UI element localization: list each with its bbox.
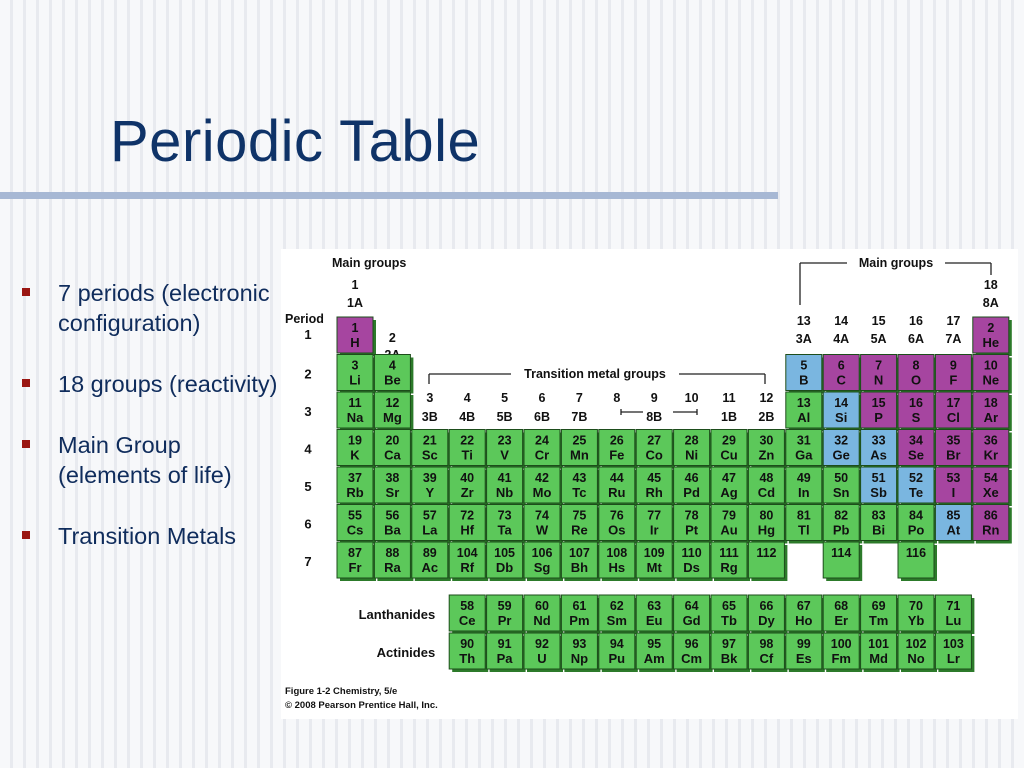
element-na-symbol: Na xyxy=(346,410,364,425)
element-v-symbol: V xyxy=(500,447,509,463)
element-f-number: 9 xyxy=(949,358,957,373)
element-zn-symbol: Zn xyxy=(758,447,775,463)
actinide-fm-symbol: Fm xyxy=(831,651,851,666)
element-db-number: 105 xyxy=(494,546,516,560)
bullet-text: 18 groups (reactivity) xyxy=(58,371,278,397)
element-n-symbol: N xyxy=(873,372,884,388)
element-na-number: 11 xyxy=(348,396,362,410)
element-ni-symbol: Ni xyxy=(685,447,699,463)
group-number: 15 xyxy=(871,314,886,328)
element-ra-symbol: Ra xyxy=(384,560,401,575)
group-number: 2 xyxy=(388,331,396,345)
element-ti-symbol: Ti xyxy=(461,447,473,463)
group-number: 7 xyxy=(575,391,583,405)
element-ca-symbol: Ca xyxy=(384,447,401,463)
group-alt-label: 7A xyxy=(945,332,962,346)
element-si-symbol: Si xyxy=(835,410,848,425)
group-number: 8 xyxy=(613,391,621,405)
element-au-symbol: Au xyxy=(720,522,738,538)
element-po-symbol: Po xyxy=(907,522,925,538)
lanthanide-er-symbol: Er xyxy=(834,613,849,628)
element-in-symbol: In xyxy=(798,485,810,500)
element-s-number: 16 xyxy=(909,396,923,410)
group-alt-label: 6A xyxy=(908,332,924,346)
period-number: 7 xyxy=(304,554,312,569)
element-rn-symbol: Rn xyxy=(982,522,1000,538)
actinide-md-number: 101 xyxy=(868,637,890,651)
actinide-th-symbol: Th xyxy=(459,651,476,666)
lanthanide-dy-symbol: Dy xyxy=(758,613,775,628)
element-hs-number: 108 xyxy=(606,546,628,560)
actinide-no-number: 102 xyxy=(905,637,927,651)
lanthanide-gd-symbol: Gd xyxy=(682,613,701,628)
group-alt-label: 4B xyxy=(459,410,476,424)
element-fr-symbol: Fr xyxy=(348,560,362,575)
actinide-np-symbol: Np xyxy=(570,651,589,666)
actinide-am-symbol: Am xyxy=(643,651,665,666)
element-ne-symbol: Ne xyxy=(982,372,1000,388)
element-o-symbol: O xyxy=(910,372,922,388)
element-sb-number: 51 xyxy=(871,471,886,485)
actinide-bk-symbol: Bk xyxy=(720,651,738,666)
element-mn-symbol: Mn xyxy=(570,447,589,463)
element-cr-symbol: Cr xyxy=(534,447,550,463)
element-114-number: 114 xyxy=(831,546,852,560)
group-alt-label: 7B xyxy=(571,410,588,424)
element-re-number: 75 xyxy=(572,508,587,523)
main-groups-right-label: Main groups xyxy=(858,256,934,270)
element-db-symbol: Db xyxy=(495,560,514,575)
figure-caption: Figure 1-2 Chemistry, 5/e xyxy=(285,686,398,697)
element-pd-symbol: Pd xyxy=(683,485,700,500)
actinide-am-number: 95 xyxy=(647,637,662,651)
element-cr-number: 24 xyxy=(535,433,549,448)
periodic-table-figure xyxy=(281,249,1018,719)
group-number: 13 xyxy=(796,314,811,328)
element-hf-symbol: Hf xyxy=(460,522,475,538)
lanthanide-pm-number: 61 xyxy=(572,599,587,613)
element-k-symbol: K xyxy=(350,447,360,463)
element-ne-number: 10 xyxy=(983,358,998,373)
element-po-number: 84 xyxy=(909,508,923,523)
element-p-symbol: P xyxy=(874,410,883,425)
element-cl-number: 17 xyxy=(946,396,961,410)
element-ru-symbol: Ru xyxy=(608,485,626,500)
element-be-number: 4 xyxy=(388,358,396,373)
lanthanide-eu-number: 63 xyxy=(647,599,662,613)
group-number: 3 xyxy=(426,391,434,405)
group-number: 5 xyxy=(501,391,509,405)
element-rb-number: 37 xyxy=(348,471,362,485)
period-number: 2 xyxy=(304,366,312,382)
element-mt-symbol: Mt xyxy=(646,560,662,575)
actinide-th-number: 90 xyxy=(460,637,475,651)
element-fe-symbol: Fe xyxy=(609,447,625,463)
lanthanide-lu-symbol: Lu xyxy=(945,613,962,628)
element-rf-symbol: Rf xyxy=(460,560,475,575)
element-pb-number: 82 xyxy=(834,508,849,523)
element-116-number: 116 xyxy=(905,546,927,560)
element-ac-number: 89 xyxy=(422,546,437,560)
element-os-symbol: Os xyxy=(608,522,626,538)
element-pd-number: 46 xyxy=(684,471,699,485)
element-mn-number: 25 xyxy=(572,433,587,448)
element-sc-number: 21 xyxy=(422,433,437,448)
lanthanide-pr-symbol: Pr xyxy=(497,613,512,628)
figure-copyright: © 2008 Pearson Prentice Hall, Inc. xyxy=(285,700,438,711)
bullet-list xyxy=(18,278,280,582)
element-b-symbol: B xyxy=(799,372,809,388)
group-number: 14 xyxy=(834,314,849,328)
element-i-symbol: I xyxy=(951,485,956,500)
element-bh-symbol: Bh xyxy=(570,560,589,575)
period-number: 3 xyxy=(304,404,312,419)
actinide-cm-symbol: Cm xyxy=(681,651,703,666)
element-ta-number: 73 xyxy=(497,508,512,523)
element-p-number: 15 xyxy=(871,396,886,410)
lanthanide-ho-symbol: Ho xyxy=(795,613,813,628)
element-zr-symbol: Zr xyxy=(460,485,474,500)
element-sg-symbol: Sg xyxy=(533,560,551,575)
element-fe-number: 26 xyxy=(609,433,624,448)
lanthanide-pr-number: 59 xyxy=(497,599,512,613)
element-ti-number: 22 xyxy=(460,433,475,448)
element-be-symbol: Be xyxy=(384,372,401,388)
group-alt-label: 6B xyxy=(534,410,550,424)
element-br-number: 35 xyxy=(946,433,961,448)
element-ag-symbol: Ag xyxy=(720,485,738,500)
element-s-symbol: S xyxy=(911,410,921,425)
element-h-symbol: H xyxy=(350,335,360,350)
lanthanide-pm-symbol: Pm xyxy=(569,613,590,628)
group-number: 4 xyxy=(463,391,471,405)
actinide-fm-number: 100 xyxy=(830,637,852,651)
actinide-cf-symbol: Cf xyxy=(759,651,774,666)
element-au-number: 79 xyxy=(722,508,736,523)
lanthanide-lu-number: 71 xyxy=(946,599,961,613)
element-at-number: 85 xyxy=(946,508,961,523)
lanthanide-yb-symbol: Yb xyxy=(907,613,925,628)
element-rn-number: 86 xyxy=(983,508,998,523)
element-se-number: 34 xyxy=(909,433,923,448)
element-cd-number: 48 xyxy=(759,471,774,485)
element-ba-number: 56 xyxy=(385,508,400,523)
actinide-cm-number: 96 xyxy=(684,637,699,651)
actinide-u-number: 92 xyxy=(535,637,549,651)
group-alt-label: 8A xyxy=(982,296,999,310)
element-os-number: 76 xyxy=(609,508,624,523)
element-rh-symbol: Rh xyxy=(645,485,663,500)
element-ru-number: 44 xyxy=(609,471,624,485)
element-se-symbol: Se xyxy=(908,447,924,463)
actinide-lr-symbol: Lr xyxy=(946,651,960,666)
slide-title: Periodic Table xyxy=(110,109,481,174)
lanthanide-ce-symbol: Ce xyxy=(458,613,476,628)
element-re-symbol: Re xyxy=(571,522,588,538)
transition-metal-groups-label: Transition metal groups xyxy=(524,367,666,381)
element-ag-number: 47 xyxy=(722,471,736,485)
lanthanide-dy-number: 66 xyxy=(759,599,774,613)
element-co-number: 27 xyxy=(647,433,662,448)
element-al-symbol: Al xyxy=(797,410,811,425)
element-cs-number: 55 xyxy=(348,508,362,523)
element-kr-number: 36 xyxy=(983,433,998,448)
lanthanide-tm-symbol: Tm xyxy=(868,613,889,628)
element-li-symbol: Li xyxy=(349,372,361,388)
element-kr-symbol: Kr xyxy=(983,447,999,463)
group-number: 18 xyxy=(983,278,998,292)
group-alt-label: 2B xyxy=(758,410,775,424)
bullet-item xyxy=(18,430,280,490)
element-cl-symbol: Cl xyxy=(946,410,960,425)
lanthanide-er-number: 68 xyxy=(834,599,849,613)
period-number: 6 xyxy=(304,516,312,532)
group-number: 9 xyxy=(650,391,658,405)
element-tc-symbol: Tc xyxy=(572,485,587,500)
element-h-number: 1 xyxy=(351,321,359,335)
period-number: 5 xyxy=(304,479,312,494)
element-si-number: 14 xyxy=(834,396,849,410)
square-bullet-icon xyxy=(22,440,30,448)
element-zn-number: 30 xyxy=(759,433,774,448)
element-i-number: 53 xyxy=(946,471,961,485)
element-te-number: 52 xyxy=(909,471,923,485)
element-ra-number: 88 xyxy=(385,546,400,560)
element-ta-symbol: Ta xyxy=(497,522,512,538)
element-ga-symbol: Ga xyxy=(795,447,813,463)
element-la-number: 57 xyxy=(422,508,437,523)
element-n-number: 7 xyxy=(875,358,883,373)
group-alt-label: 5A xyxy=(870,332,887,346)
element-ir-symbol: Ir xyxy=(649,522,659,538)
element-xe-symbol: Xe xyxy=(982,485,999,500)
element-mg-number: 12 xyxy=(385,396,400,410)
element-cu-symbol: Cu xyxy=(720,447,738,463)
element-ba-symbol: Ba xyxy=(384,522,401,538)
group-alt-label: 4A xyxy=(833,332,850,346)
element-ds-symbol: Ds xyxy=(683,560,700,575)
element-he-symbol: He xyxy=(982,335,1000,350)
element-nb-number: 41 xyxy=(497,471,512,485)
element-mt-number: 109 xyxy=(643,546,665,560)
period-number: 4 xyxy=(304,441,312,457)
element-tl-symbol: Tl xyxy=(798,522,810,538)
element-la-symbol: La xyxy=(422,522,438,538)
element-as-number: 33 xyxy=(871,433,886,448)
lanthanide-nd-number: 60 xyxy=(535,599,549,613)
element-o-number: 8 xyxy=(912,358,920,373)
element-w-symbol: W xyxy=(535,522,549,538)
actinide-pu-symbol: Pu xyxy=(608,651,626,666)
element-rg-symbol: Rg xyxy=(720,560,738,575)
element-sr-symbol: Sr xyxy=(385,485,400,500)
element-sn-number: 50 xyxy=(834,471,849,485)
element-sg-number: 106 xyxy=(531,546,553,560)
element-li-number: 3 xyxy=(351,358,359,373)
element-ar-number: 18 xyxy=(983,396,998,410)
element-co-symbol: Co xyxy=(645,447,663,463)
element-mg-symbol: Mg xyxy=(383,410,402,425)
group-alt-label: 1A xyxy=(347,296,363,310)
element-tc-number: 43 xyxy=(572,471,587,485)
element-cd-symbol: Cd xyxy=(757,485,776,500)
element-in-number: 49 xyxy=(796,471,811,485)
lanthanide-sm-number: 62 xyxy=(609,599,624,613)
lanthanide-tb-symbol: Tb xyxy=(721,613,737,628)
element-ge-number: 32 xyxy=(834,433,849,448)
element-y-number: 39 xyxy=(422,471,437,485)
element-rh-number: 45 xyxy=(647,471,662,485)
lanthanide-tb-number: 65 xyxy=(722,599,736,613)
lanthanide-sm-symbol: Sm xyxy=(606,613,627,628)
group-number: 16 xyxy=(909,314,923,328)
element-ge-symbol: Ge xyxy=(832,447,850,463)
element-hg-number: 80 xyxy=(759,508,774,523)
actinides-label: Actinides xyxy=(376,645,436,660)
lanthanide-nd-symbol: Nd xyxy=(533,613,551,628)
actinide-pu-number: 94 xyxy=(609,637,624,651)
group-alt-label: 8B xyxy=(646,410,663,424)
element-al-number: 13 xyxy=(796,396,811,410)
element-hf-number: 72 xyxy=(460,508,475,523)
element-mo-number: 42 xyxy=(535,471,549,485)
element-w-number: 74 xyxy=(535,508,549,523)
lanthanide-tm-number: 69 xyxy=(871,599,886,613)
element-v-number: 23 xyxy=(497,433,512,448)
actinide-md-symbol: Md xyxy=(869,651,888,666)
square-bullet-icon xyxy=(22,531,30,539)
element-ni-number: 28 xyxy=(684,433,699,448)
element-rb-symbol: Rb xyxy=(346,485,364,500)
element-zr-number: 40 xyxy=(460,471,475,485)
element-cu-number: 29 xyxy=(722,433,736,448)
element-sn-symbol: Sn xyxy=(832,485,850,500)
bullet-text: 7 periods (electronic configuration) xyxy=(58,280,270,336)
element-c-symbol: C xyxy=(836,372,846,388)
square-bullet-icon xyxy=(22,288,30,296)
element-mo-symbol: Mo xyxy=(532,485,552,500)
element-rg-number: 111 xyxy=(719,546,739,560)
element-b-number: 5 xyxy=(800,358,808,373)
actinide-u-symbol: U xyxy=(537,651,547,666)
element-pt-number: 78 xyxy=(684,508,699,523)
actinide-pa-number: 91 xyxy=(497,637,512,651)
period-number: 1 xyxy=(304,327,312,342)
element-bh-number: 107 xyxy=(568,546,590,560)
element-sr-number: 38 xyxy=(385,471,400,485)
element-pt-symbol: Pt xyxy=(685,522,699,538)
actinide-bk-number: 97 xyxy=(722,637,736,651)
element-nb-symbol: Nb xyxy=(495,485,514,500)
periodic-table-graphic xyxy=(281,249,1018,719)
element-k-number: 19 xyxy=(348,433,362,448)
element-hg-symbol: Hg xyxy=(757,522,776,538)
actinide-pa-symbol: Pa xyxy=(496,651,513,666)
element-bi-number: 83 xyxy=(871,508,886,523)
actinide-cf-number: 98 xyxy=(759,637,774,651)
group-number: 1 xyxy=(351,278,359,292)
group-number: 10 xyxy=(684,391,699,405)
main-groups-left-label: Main groups xyxy=(332,256,407,270)
element-pb-symbol: Pb xyxy=(832,522,850,538)
element-hs-symbol: Hs xyxy=(608,560,626,575)
lanthanides-label: Lanthanides xyxy=(358,607,436,622)
bullet-item xyxy=(18,521,280,551)
element-ga-number: 31 xyxy=(796,433,811,448)
element-ds-number: 110 xyxy=(681,546,702,560)
element-y-symbol: Y xyxy=(425,485,435,500)
element-fr-number: 87 xyxy=(348,546,362,560)
group-alt-label: 1B xyxy=(721,410,737,424)
group-number: 17 xyxy=(946,314,961,328)
element-rf-number: 104 xyxy=(456,546,478,560)
group-number: 12 xyxy=(759,391,774,405)
actinide-np-number: 93 xyxy=(572,637,587,651)
element-cs-symbol: Cs xyxy=(346,522,364,538)
actinide-es-symbol: Es xyxy=(795,651,812,666)
element-xe-number: 54 xyxy=(983,471,998,485)
lanthanide-ce-number: 58 xyxy=(460,599,475,613)
element-ca-number: 20 xyxy=(385,433,400,448)
element-br-symbol: Br xyxy=(946,447,961,463)
group-alt-label: 5B xyxy=(496,410,513,424)
lanthanide-gd-number: 64 xyxy=(684,599,699,613)
lanthanide-ho-number: 67 xyxy=(796,599,811,613)
bullet-text: Main Group (elements of life) xyxy=(58,432,232,488)
element-ac-symbol: Ac xyxy=(421,560,439,575)
element-sb-symbol: Sb xyxy=(870,485,887,500)
group-alt-label: 3A xyxy=(795,332,812,346)
element-te-symbol: Te xyxy=(908,485,924,500)
bullet-text: Transition Metals xyxy=(58,523,237,549)
period-label: Period xyxy=(285,312,324,326)
element-112-number: 112 xyxy=(756,546,777,560)
element-f-symbol: F xyxy=(949,372,958,388)
element-bi-symbol: Bi xyxy=(872,522,886,538)
lanthanide-eu-symbol: Eu xyxy=(645,613,663,628)
element-at-symbol: At xyxy=(946,522,961,538)
bullet-item xyxy=(18,278,280,338)
actinide-es-number: 99 xyxy=(796,637,811,651)
element-tl-number: 81 xyxy=(796,508,811,523)
group-number: 6 xyxy=(538,391,546,405)
actinide-no-symbol: No xyxy=(907,651,925,666)
element-as-symbol: As xyxy=(870,447,887,463)
element-he-number: 2 xyxy=(987,321,995,335)
group-alt-label: 3B xyxy=(421,410,438,424)
element-c-number: 6 xyxy=(837,358,845,373)
lanthanide-yb-number: 70 xyxy=(909,599,923,613)
square-bullet-icon xyxy=(22,379,30,387)
actinide-lr-number: 103 xyxy=(942,637,964,651)
element-sc-symbol: Sc xyxy=(421,447,438,463)
element-ar-symbol: Ar xyxy=(983,410,999,425)
element-ir-number: 77 xyxy=(647,508,662,523)
title-divider xyxy=(0,192,778,199)
bullet-item xyxy=(18,369,280,399)
group-number: 11 xyxy=(722,391,736,405)
